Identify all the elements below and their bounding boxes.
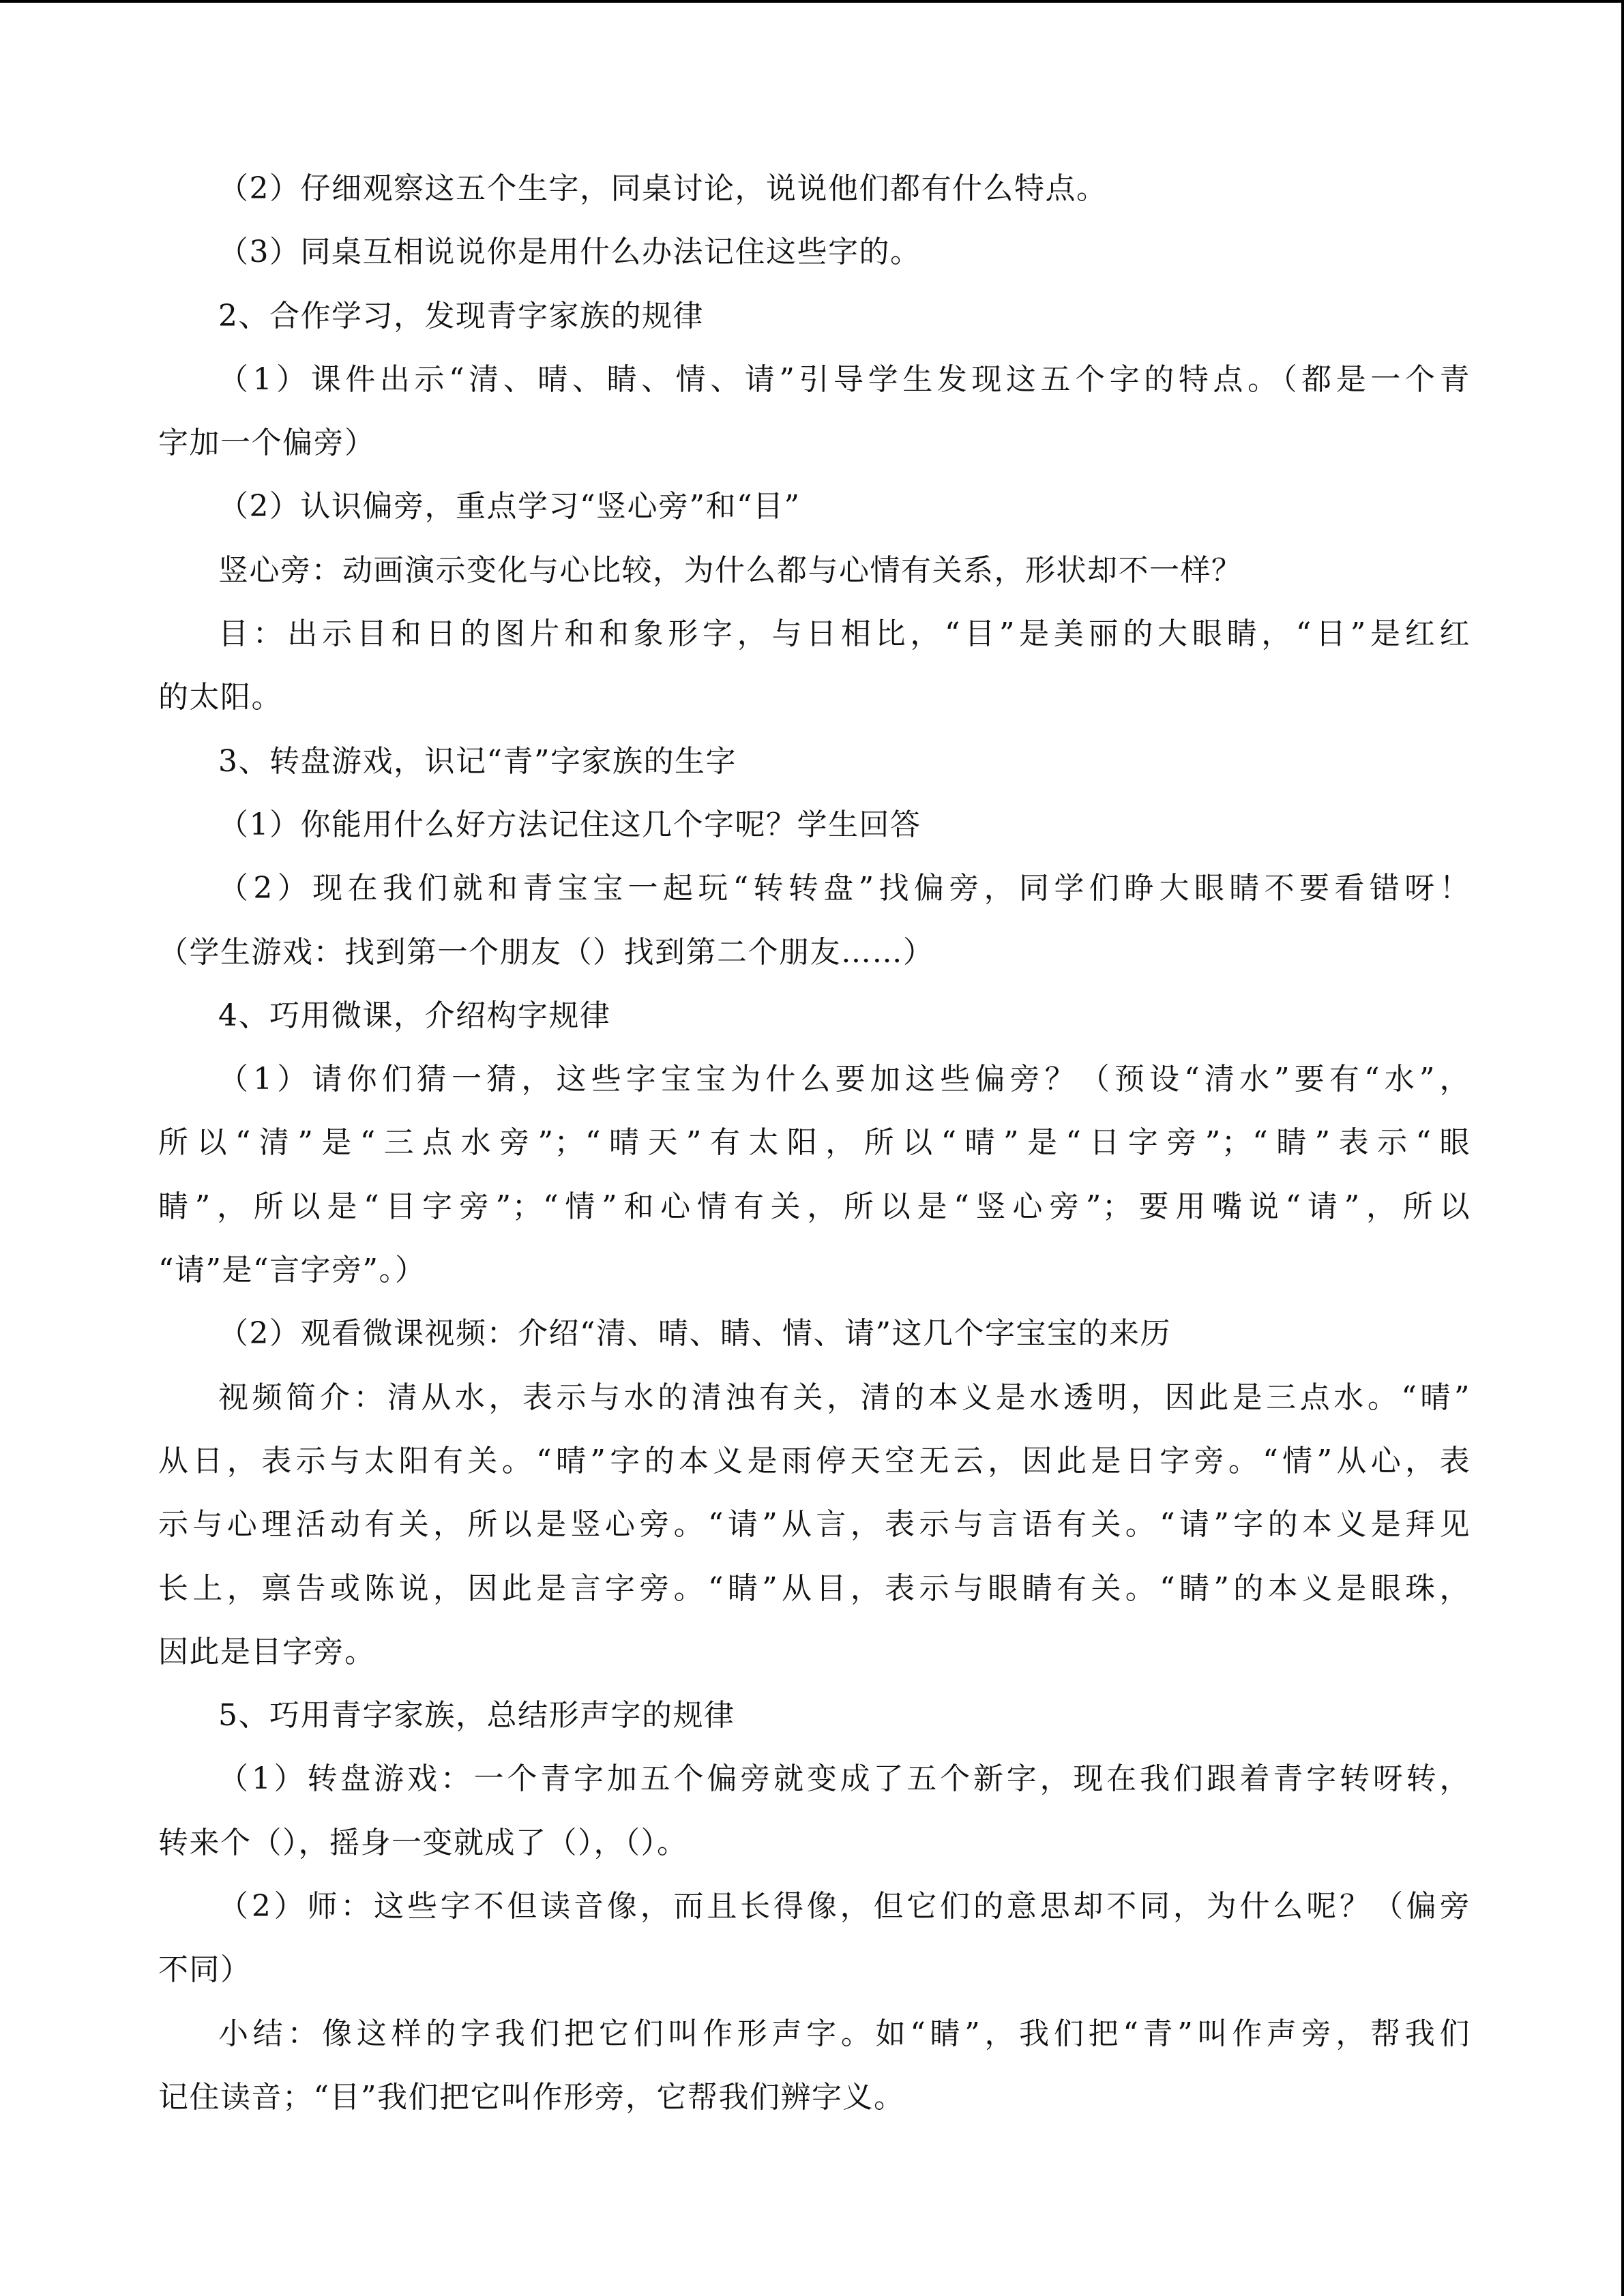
paragraph	[158, 1684, 1471, 1747]
paragraph-line-first: （1）转盘游戏：一个青字加五个偏旁就变成了五个新字，现在我们跟着青字转呀转，	[218, 1761, 1471, 1797]
paragraph	[158, 2002, 1471, 2130]
paragraph	[158, 284, 1471, 348]
paragraph	[158, 730, 1471, 793]
paragraph-line-continued: 所以“清”是“三点水旁”；“晴天”有太阳，所以“晴”是“日字旁”；“睛”表示“眼	[158, 1125, 1471, 1161]
paragraph-line-first: 小结：像这样的字我们把它们叫作形声字。如“睛”，我们把“青”叫作声旁，帮我们	[218, 2016, 1471, 2051]
paragraph	[158, 220, 1471, 284]
paragraph-line-first: 5、巧用青字家族，总结形声字的规律	[218, 1698, 735, 1733]
paragraph-line-continued: 转来个（），摇身一变就成了（），（）。	[158, 1825, 688, 1860]
paragraph	[158, 348, 1471, 475]
paragraph	[158, 1875, 1471, 2002]
paragraph-line-first: 目：出示目和日的图片和和象形字，与日相比，“目”是美丽的大眼睛，“日”是红红	[218, 616, 1471, 652]
paragraph-line-continued: （学生游戏：找到第一个朋友（）找到第二个朋友……）	[158, 934, 934, 970]
paragraph-line-continued: 的太阳。	[158, 680, 282, 715]
paragraph-line-continued: “请”是“言字旁”。）	[158, 1253, 426, 1288]
paragraph-line-first: 竖心旁：动画演示变化与心比较，为什么都与心情有关系，形状却不一样？	[218, 552, 1243, 588]
paragraph-line-first: （1）课件出示“清、晴、睛、情、请”引导学生发现这五个字的特点。（都是一个青	[218, 361, 1471, 397]
paragraph	[158, 984, 1471, 1047]
paragraph	[158, 539, 1471, 602]
paragraph	[158, 602, 1471, 730]
paragraph-line-continued: 因此是目字旁。	[158, 1634, 376, 1669]
paragraph-line-continued: 长上，禀告或陈说，因此是言字旁。“睛”从目，表示与眼睛有关。“睛”的本义是眼珠，	[158, 1570, 1471, 1606]
paragraph	[158, 1747, 1471, 1875]
paragraph	[158, 856, 1471, 984]
paragraph	[158, 475, 1471, 538]
paragraph-line-continued: 示与心理活动有关，所以是竖心旁。“请”从言，表示与言语有关。“请”字的本义是拜见	[158, 1507, 1471, 1542]
paragraph-line-continued: 睛”，所以是“目字旁”；“情”和心情有关，所以是“竖心旁”；要用嘴说“请”，所以	[158, 1189, 1471, 1224]
paragraph-line-first: （1）请你们猜一猜，这些字宝宝为什么要加这些偏旁？（预设“清水”要有“水”，	[218, 1062, 1471, 1097]
paragraph	[158, 1302, 1471, 1365]
page-border-right	[1621, 0, 1624, 2296]
paragraph-line-first: （2）仔细观察这五个生字，同桌讨论，说说他们都有什么特点。	[218, 171, 1108, 206]
document-body	[158, 157, 1471, 2129]
paragraph-line-first: （1）你能用什么好方法记住这几个字呢？学生回答	[218, 807, 921, 842]
paragraph-line-continued: 字加一个偏旁）	[158, 426, 376, 461]
paragraph-line-first: 3、转盘游戏，识记“青”字家族的生字	[218, 743, 737, 779]
paragraph-line-first: （2）观看微课视频：介绍“清、晴、睛、情、请”这几个字宝宝的来历	[218, 1316, 1171, 1352]
paragraph-line-first: 视频简介：清从水，表示与水的清浊有关，清的本义是水透明，因此是三点水。“晴”	[218, 1380, 1471, 1415]
paragraph-line-continued: 从日，表示与太阳有关。“晴”字的本义是雨停天空无云，因此是日字旁。“情”从心，表	[158, 1443, 1471, 1478]
paragraph-line-first: （3）同桌互相说说你是用什么办法记住这些字的。	[218, 235, 921, 270]
paragraph-line-continued: 记住读音；“目”我们把它叫作形旁，它帮我们辨字义。	[158, 2079, 905, 2115]
paragraph-line-first: （2）现在我们就和青宝宝一起玩“转转盘”找偏旁，同学们睁大眼睛不要看错呀！	[218, 871, 1471, 906]
paragraph-line-first: 2、合作学习，发现青字家族的规律	[218, 298, 704, 333]
paragraph-line-first: （2）师：这些字不但读音像，而且长得像，但它们的意思却不同，为什么呢？（偏旁	[218, 1889, 1471, 1924]
paragraph	[158, 1047, 1471, 1302]
paragraph-line-first: 4、巧用微课，介绍构字规律	[218, 998, 611, 1033]
paragraph	[158, 157, 1471, 220]
paragraph	[158, 1366, 1471, 1684]
paragraph-line-first: （2）认识偏旁，重点学习“竖心旁”和“目”	[218, 489, 801, 524]
paragraph-line-continued: 不同）	[158, 1952, 252, 1988]
paragraph	[158, 793, 1471, 856]
page-border-top	[0, 0, 1624, 3]
